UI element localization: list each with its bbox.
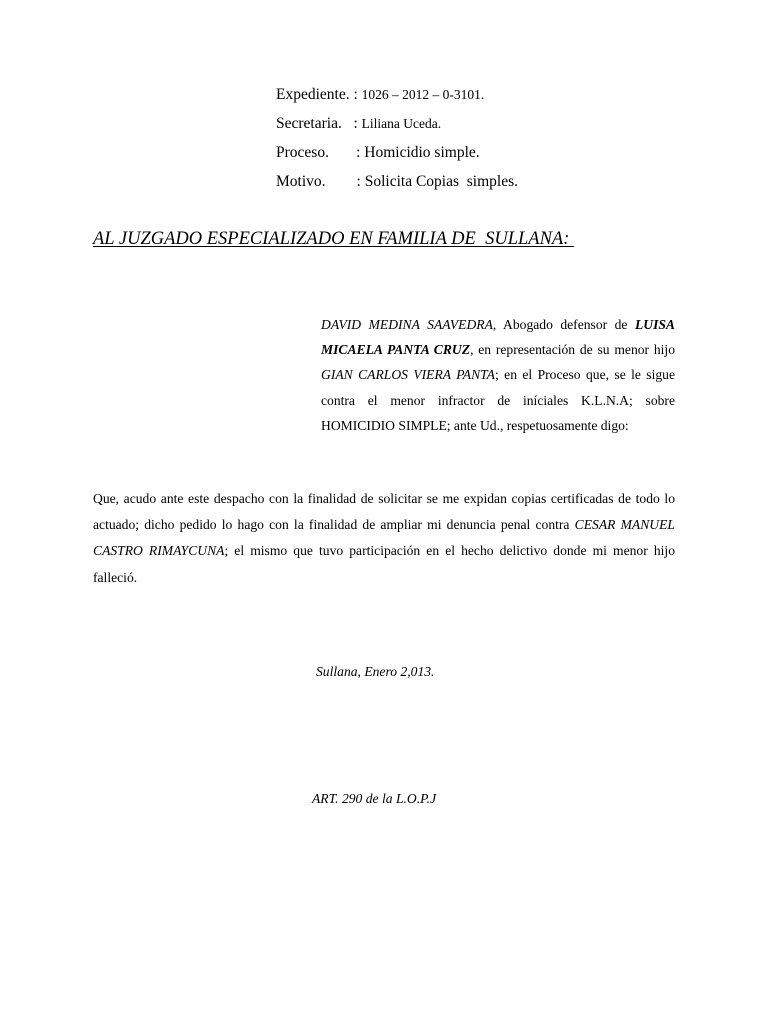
son-name: GIAN CARLOS VIERA PANTA [321, 367, 495, 383]
proceso-row [276, 144, 518, 173]
expediente-label: Expediente. : [276, 86, 362, 103]
expediente-value: 1026 – 2012 – 0-3101. [361, 87, 485, 102]
motivo-value: : Solicita Copias simples. [356, 173, 518, 190]
secretaria-label: Secretaria. : [276, 115, 362, 132]
proceso-value: : Homicidio simple. [356, 144, 480, 161]
client-name: LUISA MICAELA PANTA CRUZ [321, 317, 675, 358]
request-text-2: ; el mismo que tuvo participación en el hecho delictivo donde mi menor hijo falleció. [93, 543, 675, 585]
motivo-label: Motivo. [276, 173, 357, 190]
addressee-heading: AL JUZGADO ESPECIALIZADO EN FAMILIA DE SULLANA: [93, 229, 574, 249]
intro-text-2: , en representación de su menor hijo [470, 342, 675, 358]
proceso-label: Proceso. [276, 144, 357, 161]
secretaria-value: Liliana Uceda. [361, 116, 442, 131]
legal-reference: ART. 290 de la L.O.P.J [312, 791, 437, 806]
motivo-row [276, 173, 518, 202]
request-text-1: Que, acudo ante este despacho con la finalidad de solicitar se me expidan copias certificadas de todo lo actuado; dicho pedido lo hago con la finalidad de ampliar mi denuncia penal contra [93, 491, 675, 533]
request-paragraph [93, 486, 675, 591]
accused-name: CESAR MANUEL CASTRO RIMAYCUNA [93, 517, 675, 559]
secretaria-row [276, 115, 518, 144]
intro-paragraph [321, 312, 675, 438]
lawyer-name: DAVID MEDINA SAAVEDRA [321, 317, 493, 332]
case-header [276, 86, 518, 202]
intro-text-1: , Abogado defensor de [492, 317, 635, 332]
place-date: Sullana, Enero 2,013. [316, 664, 435, 679]
expediente-row [276, 86, 518, 115]
intro-text-3: ; en el Proceso que, se le sigue contra el menor infractor de iníciales K.L.N.A; sobre HOMICIDIO SIMPLE; ante Ud., respetuosamente digo: [321, 367, 676, 433]
